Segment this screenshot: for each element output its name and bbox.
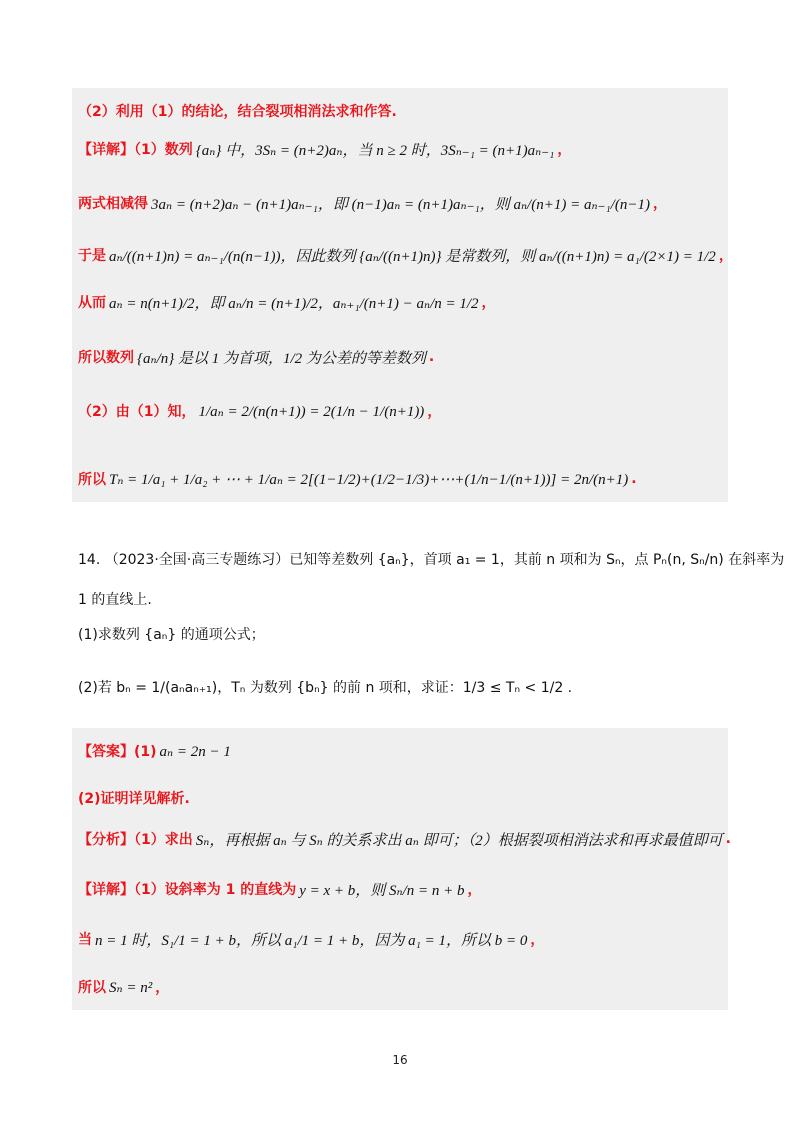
solution-text: 所以数列 (78, 350, 134, 366)
solution-line (78, 734, 740, 768)
solution-text: ， (481, 295, 496, 311)
solution-text: （2）由（1）知， (78, 404, 196, 420)
math-expression: {aₙ/n} 是以 1 为首项，1/2 为公差的等差数列 (137, 350, 426, 367)
solution-text: ， (557, 142, 572, 158)
problem-line: 14. （2023·全国·高三专题练习）已知等差数列 {aₙ}，首项 a₁ = 1，其前 n 项和为 Sₙ，点 Pₙ(n, Sₙ/n) 在斜率为 (78, 552, 785, 568)
problem-line: (1)求数列 {aₙ} 的通项公式； (78, 627, 265, 643)
solution-text: . (725, 831, 731, 847)
solution-text: 两式相减得 (78, 196, 148, 212)
solution-line (78, 781, 740, 815)
solution-line (78, 872, 740, 906)
problem-line: 1 的直线上. (78, 592, 152, 608)
solution-text: 【分析】（1）求出 (78, 832, 193, 848)
math-expression: {aₙ} 中，3Sₙ = (n+2)aₙ，当 n ≥ 2 时，3Sₙ₋₁ = (n+1)aₙ₋₁ (195, 142, 555, 159)
solution-line (78, 285, 740, 319)
solution-text: 当 (78, 932, 92, 948)
solution-text: ， (530, 932, 545, 948)
solution-text: 所以 (78, 980, 106, 996)
math-expression: 1/aₙ = 2/(n(n+1)) = 2(1/n − 1/(n+1)) (198, 403, 425, 420)
solution-text: 于是 (78, 248, 106, 264)
problem-line: (2)若 bₙ = 1/(aₙaₙ₊₁)，Tₙ 为数列 {bₙ} 的前 n 项和，求证：1/3 ≤ Tₙ < 1/2 . (78, 680, 573, 696)
solution-line (78, 132, 740, 166)
math-expression: aₙ/((n+1)n) = aₙ₋₁/(n(n−1))，因此数列 {aₙ/((n+1)n)} 是常数列，则 aₙ/((n+1)n) = a₁/(2×1) = 1/2 (109, 248, 716, 265)
math-expression: y = x + b，则 Sₙ/n = n + b (299, 882, 465, 899)
math-expression: n = 1 时，S₁/1 = 1 + b，所以 a₁/1 = 1 + b，因为 a₁ = 1，所以 b = 0 (95, 932, 528, 949)
solution-line (78, 340, 740, 374)
math-expression: Tₙ = 1/a₁ + 1/a₂ + ⋯ + 1/aₙ = 2[(1−1/2)+(1/2−1/3)+⋯+(1/n−1/(n+1))] = 2n/(n+1) (109, 471, 629, 488)
solution-line (78, 822, 740, 856)
solution-text: ， (427, 404, 442, 420)
solution-text: 从而 (78, 295, 106, 311)
solution-text: (2)证明详见解析. (78, 791, 190, 807)
solution-line (78, 462, 740, 496)
solution-text: ， (718, 248, 733, 264)
page-number: 16 (392, 1053, 408, 1067)
solution-line (78, 970, 740, 1004)
math-expression: 3aₙ = (n+2)aₙ − (n+1)aₙ₋₁，即 (n−1)aₙ = (n+1)aₙ₋₁，则 aₙ/(n+1) = aₙ₋₁/(n−1) (151, 196, 650, 213)
math-expression: aₙ = n(n+1)/2，即 aₙ/n = (n+1)/2，aₙ₊₁/(n+1) − aₙ/n = 1/2 (109, 295, 479, 312)
solution-line (78, 922, 740, 956)
solution-text: 【答案】(1) (78, 744, 157, 760)
solution-line (78, 186, 740, 220)
math-expression: Sₙ = n² (109, 979, 153, 996)
solution-line (78, 94, 740, 128)
solution-block-2 (72, 728, 728, 1010)
solution-text: 【详解】（1）设斜率为 1 的直线为 (78, 882, 297, 898)
solution-text: （2）利用（1）的结论，结合裂项相消法求和作答. (78, 104, 397, 120)
solution-text: . (631, 471, 637, 487)
solution-text: ， (652, 196, 667, 212)
solution-text: 【详解】（1）数列 (78, 142, 193, 158)
solution-text: . (428, 349, 435, 365)
math-expression: aₙ = 2n − 1 (159, 743, 231, 760)
math-expression: Sₙ，再根据 aₙ 与 Sₙ 的关系求出 aₙ 即可；（2）根据裂项相消法求和再求最值即可 (195, 832, 723, 849)
solution-line (78, 238, 740, 272)
solution-text: ， (467, 882, 482, 898)
solution-text: ， (155, 980, 170, 996)
solution-text: 所以 (78, 472, 106, 488)
solution-line (78, 394, 740, 428)
